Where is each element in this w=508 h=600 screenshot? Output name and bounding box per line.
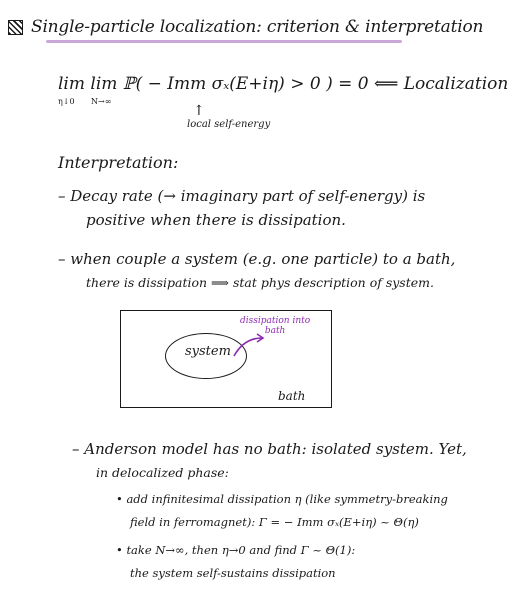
localization-criterion-formula: lim lim ℙ( − Imm σₓ(E+iη) > 0 ) = 0 ⟸ Localization xyxy=(58,74,508,94)
up-arrow-icon: ↑ xyxy=(193,103,205,119)
anderson-line3: • add infinitesimal dissipation η (like symmetry-breaking xyxy=(116,492,448,506)
anderson-line1: – Anderson model has no bath: isolated system. Yet, xyxy=(72,440,467,458)
dissipation-label-line1: dissipation into xyxy=(240,316,311,326)
bath-label: bath xyxy=(278,389,306,403)
dissipation-label-line2: bath xyxy=(264,326,286,336)
bullet-bath-line2: there is dissipation ⟹ stat phys description of system. xyxy=(86,275,434,290)
anderson-line6: the system self-sustains dissipation xyxy=(130,566,336,580)
lim-subscript-eta: η↓0 xyxy=(58,97,75,106)
bullet-decay-rate-line2: positive when there is dissipation. xyxy=(86,211,346,229)
dissipation-arrow-icon xyxy=(230,330,270,360)
anderson-line4: field in ferromagnet): Γ = − Imm σₓ(E+iη) ~ Θ(η) xyxy=(130,515,419,529)
lim-subscript-n: N→∞ xyxy=(91,97,112,106)
page-title: Single-particle localization: criterion & interpretation xyxy=(31,17,484,37)
system-label: system xyxy=(185,344,231,359)
interpretation-heading: Interpretation: xyxy=(58,153,179,172)
anderson-line5: • take N→∞, then η→0 and find Γ ~ Θ(1): xyxy=(116,543,356,557)
title-underline xyxy=(46,40,402,43)
bullet-bath-line1: – when couple a system (e.g. one particle) to a bath, xyxy=(58,250,456,268)
anderson-line2: in delocalized phase: xyxy=(96,465,229,480)
title-row xyxy=(8,14,483,40)
hatched-square-icon xyxy=(8,20,23,35)
bullet-decay-rate-line1: – Decay rate (→ imaginary part of self-energy) is xyxy=(58,187,426,205)
self-energy-caption: local self-energy xyxy=(187,119,271,130)
